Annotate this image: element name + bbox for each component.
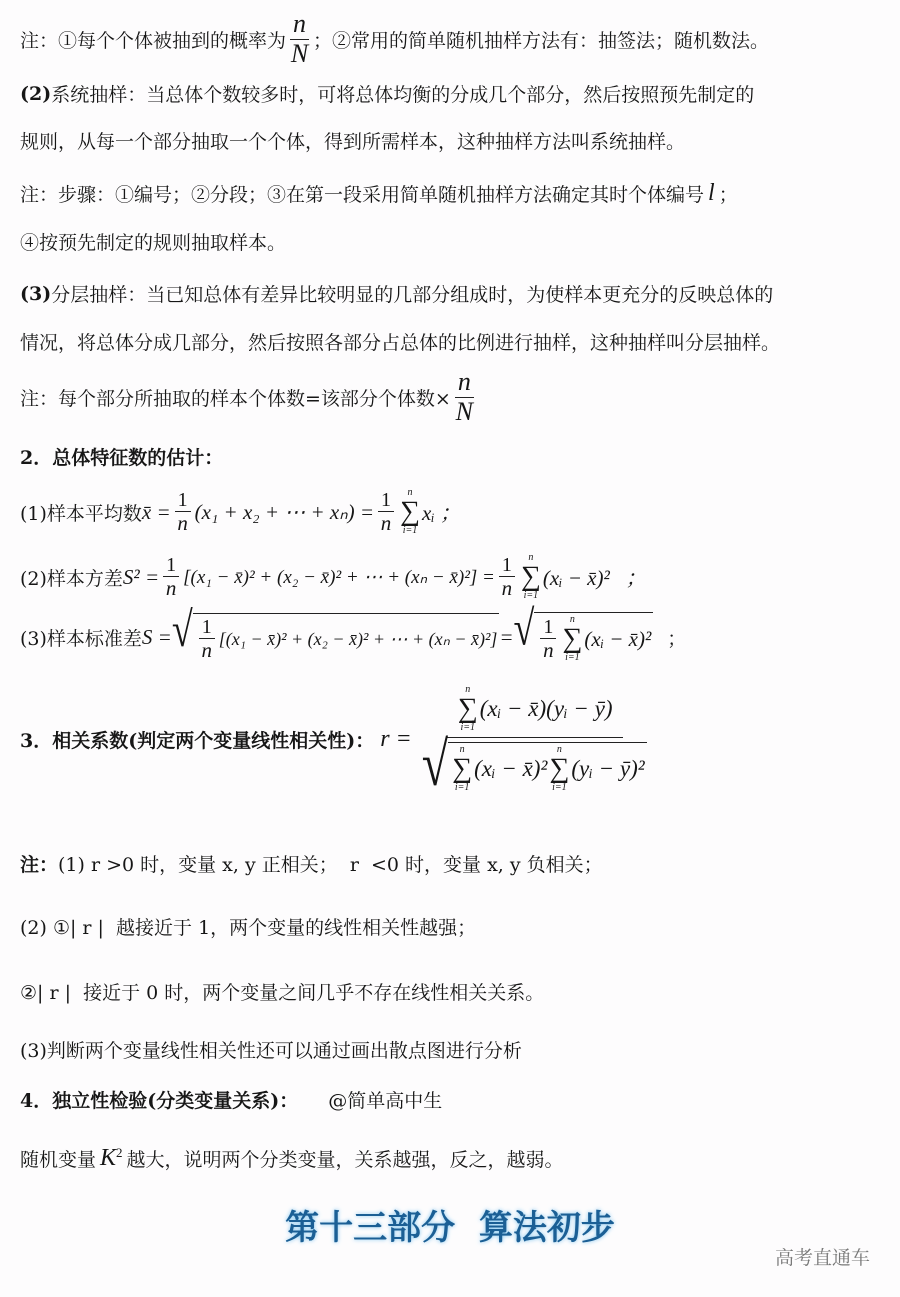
correlation-coefficient (20, 684, 651, 800)
text: 情况，将总体分成几部分，然后按照各部分占总体的比例进行抽样，这种抽样叫分层抽样。 (20, 332, 781, 354)
fraction-1-over-n: $\frac{1}{n}$ (163, 554, 179, 600)
fraction-1-over-n: $\frac{1}{n}$ (175, 489, 191, 535)
correlation-note-1 (20, 850, 603, 877)
formula: r = (380, 725, 412, 752)
text: 注：①每个个体被抽到的概率为 (20, 29, 287, 52)
correlation-fraction: n ∑ i=1 (xᵢ − x̄)(yᵢ − ȳ) √ n ∑ i=1 (xᵢ − x̄)² n ∑ i=1 (yᵢ − ȳ)² (421, 684, 645, 800)
watermark: 高考直通车 (774, 1247, 870, 1269)
var-K: K (100, 1145, 117, 1171)
correlation-note-2: (2) ①| r | 越接近于 1，两个变量的线性相关性越强； (20, 917, 477, 939)
correlation-note-3: ②| r | 接近于 0 时，两个变量之间几乎不存在线性相关关系。 (20, 982, 545, 1004)
stratified-sampling-line-2 (20, 328, 780, 355)
text: (1) r >0 时，变量 x, y 正相关； r <0 时，变量 x, y 负相关； (58, 854, 603, 876)
formula: x̄ = (141, 499, 171, 524)
fraction-1-over-n: $\frac{1}{n}$ (378, 489, 394, 535)
correlation-note-4: (3)判断两个变量线性相关性还可以通过画出散点图进行分析 (20, 1040, 522, 1062)
sampling-note-2-line-2 (20, 228, 286, 255)
sigma-sum: n ∑ i=1 (520, 552, 541, 601)
sampling-note-2 (20, 180, 738, 207)
heading: 4．独立性检验(分类变量关系)： (20, 1090, 299, 1112)
fraction-n-over-N: $\frac{n}{N}$ (290, 9, 309, 68)
heading: 3．相关系数(判定两个变量线性相关性)： (20, 729, 375, 752)
text: ④按预先制定的规则抽取样本。 (20, 232, 287, 254)
formula: (x₁ + x₂ + ⋯ + xₙ) = (194, 499, 375, 524)
label: (2)样本方差 (20, 567, 123, 590)
label: (3)样本标准差 (20, 628, 142, 650)
label: (1)样本平均数 (20, 502, 142, 525)
sampling-note-1 (20, 10, 769, 68)
text: 越大，说明两个分类变量，关系越强，反之，越弱。 (126, 1149, 564, 1171)
formula: S² = (122, 564, 160, 589)
label: (3) (20, 282, 52, 305)
text: 随机变量 (20, 1149, 97, 1171)
superscript: 2 (116, 1145, 123, 1160)
systematic-sampling-line-2 (20, 127, 685, 154)
formula: xᵢ ； (422, 501, 461, 525)
systematic-sampling-line-1 (20, 80, 754, 107)
text: 注：每个部分所抽取的样本个体数=该部分个体数× (20, 387, 451, 410)
text: ； (667, 628, 687, 650)
section-title: 第十三部分 算法初步 (285, 1208, 615, 1248)
fraction-n-over-N: $\frac{n}{N}$ (455, 367, 474, 426)
text: ；②常用的简单随机抽样方法有：抽签法；随机数法。 (313, 29, 770, 52)
text: 规则，从每一个部分抽取一个个体，得到所需样本，这种抽样方法叫系统抽样。 (20, 131, 686, 153)
formula: S = (141, 625, 172, 649)
sigma-sum: n ∑ i=1 (400, 487, 420, 536)
sqrt: √ $\frac{1}{n}$ [(x₁ − x̄)² + (x₂ − x̄)² + ⋯ + (xₙ − x̄)²] (171, 602, 498, 662)
sample-mean (20, 488, 461, 536)
text: 分层抽样：当已知总体有差异比较明显的几部分组成时，为使样本更充分的反映总体的 (51, 284, 774, 306)
text: ； (718, 184, 738, 206)
independence-heading (20, 1086, 442, 1113)
label: 注： (20, 854, 59, 876)
var-l: l (708, 180, 715, 206)
formula: = (499, 625, 514, 649)
fraction-1-over-n: $\frac{1}{n}$ (499, 554, 515, 600)
sqrt: √ $\frac{1}{n}$ n ∑ i=1 (xᵢ − x̄)² (513, 601, 652, 663)
author-handle: @简单高中生 (328, 1090, 443, 1112)
formula: [(x₁ − x̄)² + (x₂ − x̄)² + ⋯ + (xₙ − x̄)²] = (183, 566, 495, 588)
label: (2) (20, 82, 52, 105)
sample-standard-deviation (20, 601, 687, 663)
text: 注：步骤：①编号；②分段；③在第一段采用简单随机抽样方法确定其时个体编号 (20, 184, 705, 206)
independence-text (20, 1145, 564, 1172)
estimation-heading: 2．总体特征数的估计： (20, 447, 224, 469)
formula: (xᵢ − x̄)² ； (542, 566, 647, 590)
sampling-note-3 (20, 368, 478, 426)
text: 系统抽样：当总体个数较多时，可将总体均衡的分成几个部分，然后按照预先制定的 (51, 84, 755, 106)
sample-variance (20, 553, 647, 601)
stratified-sampling-line-1 (20, 280, 773, 307)
